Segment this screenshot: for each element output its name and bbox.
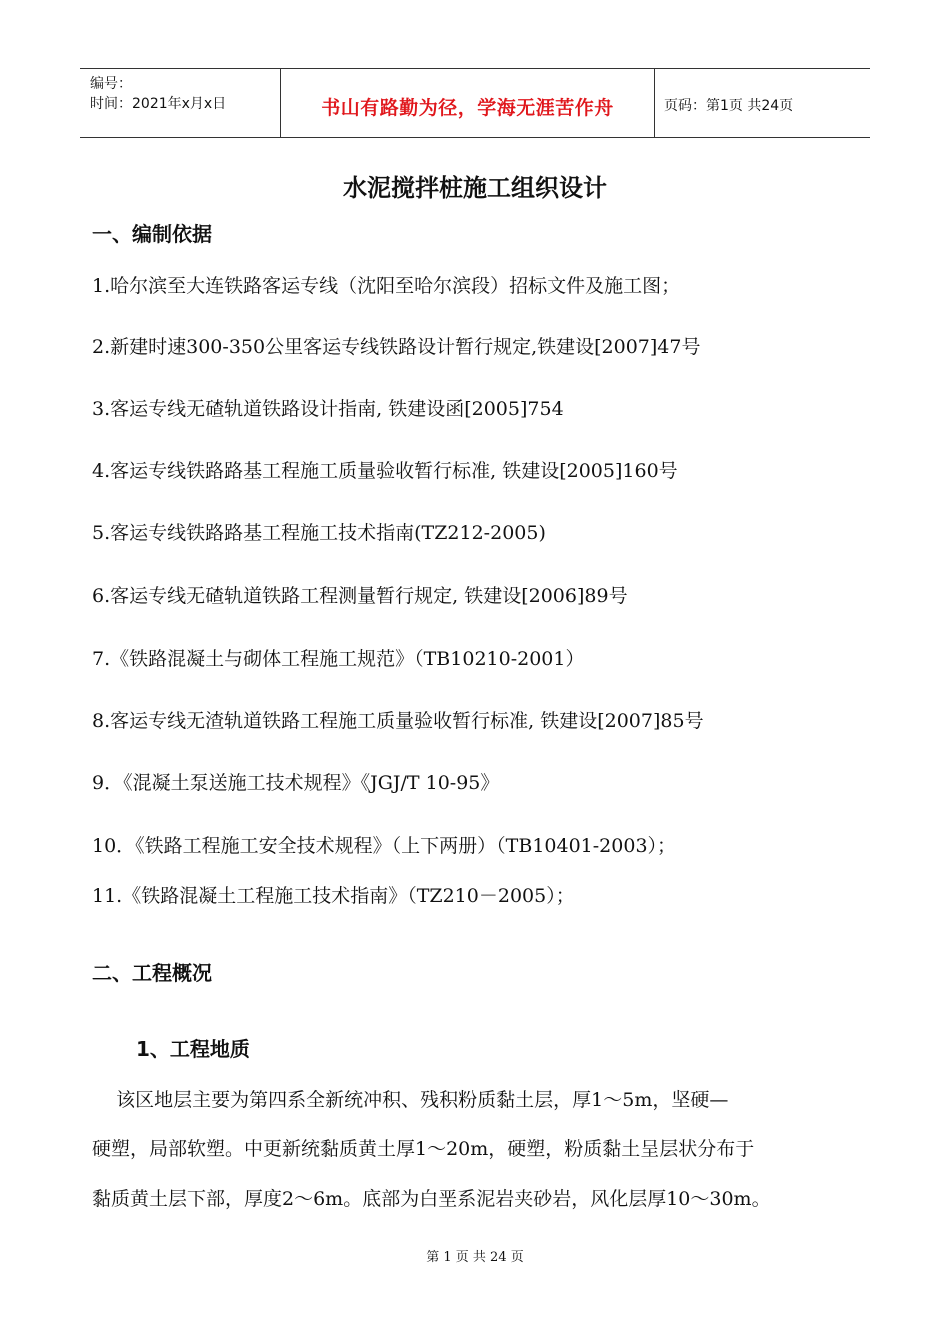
paragraph-line: 黏质黄土层下部，厚度2～6m。底部为白垩系泥岩夹砂岩，风化层厚10～30m。	[92, 1188, 771, 1210]
list-item: 8.客运专线无渣轨道铁路工程施工质量验收暂行标准, 铁建设[2007]85号	[92, 710, 704, 732]
list-item: 6.客运专线无碴轨道铁路工程测量暂行规定, 铁建设[2006]89号	[92, 585, 628, 607]
document-number-label: 编号：	[90, 76, 132, 92]
page-footer: 第 1 页 共 24 页	[426, 1250, 524, 1265]
header-motto-cell	[280, 69, 655, 137]
header-motto: 书山有路勤为径，学海无涯苦作舟	[321, 97, 614, 119]
header-page-cell	[654, 69, 870, 137]
document-date: 时间：2021年x月x日	[90, 96, 227, 112]
list-item: 1.哈尔滨至大连铁路客运专线（沈阳至哈尔滨段）招标文件及施工图；	[92, 275, 681, 297]
list-item: 10．《铁路工程施工安全技术规程》（上下两册）（TB10401-2003）；	[92, 835, 677, 857]
list-item: 7.《铁路混凝土与砌体工程施工规范》（TB10210-2001）	[92, 648, 585, 670]
list-item: 4.客运专线铁路路基工程施工质量验收暂行标准, 铁建设[2005]160号	[92, 460, 678, 482]
list-item: 5.客运专线铁路路基工程施工技术指南(TZ212-2005)	[92, 522, 546, 544]
paragraph-line: 该区地层主要为第四系全新统冲积、残积粉质黏土层，厚1～5m，坚硬—	[92, 1089, 729, 1111]
paragraph-line: 硬塑，局部软塑。中更新统黏质黄土厚1～20m，硬塑，粉质黏土呈层状分布于	[92, 1138, 755, 1160]
subsection-heading: 1、工程地质	[136, 1037, 250, 1061]
section2-heading: 二、工程概况	[92, 961, 212, 985]
list-item: 3.客运专线无碴轨道铁路设计指南, 铁建设函[2005]754	[92, 398, 564, 420]
list-item: 11.《铁路混凝土工程施工技术指南》（TZ210－2005）；	[92, 885, 575, 907]
list-item: 2.新建时速300-350公里客运专线铁路设计暂行规定,铁建设[2007]47号	[92, 336, 701, 358]
list-item: 9．《混凝土泵送施工技术规程》《JGJ/T 10-95》	[92, 772, 500, 794]
header-left-cell	[80, 69, 280, 137]
document-title: 水泥搅拌桩施工组织设计	[343, 174, 607, 202]
header-table	[80, 68, 870, 138]
section1-heading: 一、编制依据	[92, 222, 212, 246]
header-page-info: 页码：第1页 共24页	[664, 98, 794, 114]
